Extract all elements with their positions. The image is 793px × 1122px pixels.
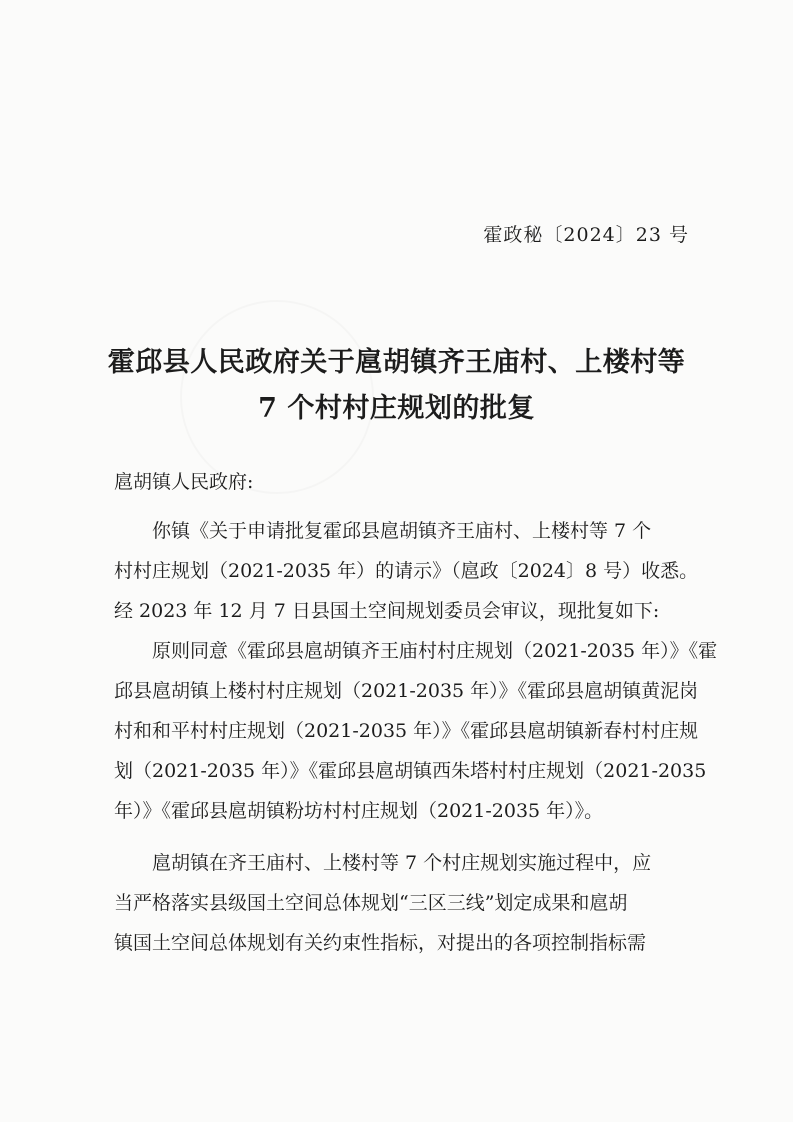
paragraph-line: 邱县扈胡镇上楼村村庄规划（2021-2035 年）》《霍邱县扈胡镇黄泥岗: [114, 680, 699, 702]
paragraph-3: [114, 843, 694, 963]
title-line-2: 7 个村村庄规划的批复: [258, 393, 535, 424]
paragraph-2: [114, 631, 718, 831]
paragraph-line: 年）》《霍邱县扈胡镇粉坊村村庄规划（2021-2035 年）》。: [114, 800, 604, 822]
title-line-1: 霍邱县人民政府关于扈胡镇齐王庙村、上楼村等: [107, 347, 686, 378]
document-title: [90, 340, 703, 432]
paragraph-line: 村和和平村村庄规划（2021-2035 年）》《霍邱县扈胡镇新春村村庄规: [114, 720, 699, 742]
paragraph-line: 镇国土空间总体规划有关约束性指标，对提出的各项控制指标需: [114, 932, 647, 954]
paragraph-line: 经 2023 年 12 月 7 日县国土空间规划委员会审议，现批复如下:: [114, 600, 660, 622]
paragraph-line: 当严格落实县级国土空间总体规划“三区三线”划定成果和扈胡: [114, 892, 628, 914]
paragraph-line: 村村庄规划（2021-2035 年）的请示》（扈政〔2024〕8 号）收悉。: [114, 560, 699, 582]
paragraph-line: 原则同意《霍邱县扈胡镇齐王庙村村庄规划（2021-2035 年）》《霍: [114, 640, 718, 662]
paragraph-line: 扈胡镇在齐王庙村、上楼村等 7 个村庄规划实施过程中，应: [114, 852, 652, 874]
salutation: 扈胡镇人民政府:: [114, 471, 254, 493]
document-number: 霍政秘〔2024〕23 号: [483, 224, 689, 246]
paragraph-line: 你镇《关于申请批复霍邱县扈胡镇齐王庙村、上楼村等 7 个: [114, 520, 652, 542]
paragraph-line: 划（2021-2035 年）》《霍邱县扈胡镇西朱塔村村庄规划（2021-2035: [114, 760, 707, 782]
paragraph-1: [114, 511, 699, 631]
